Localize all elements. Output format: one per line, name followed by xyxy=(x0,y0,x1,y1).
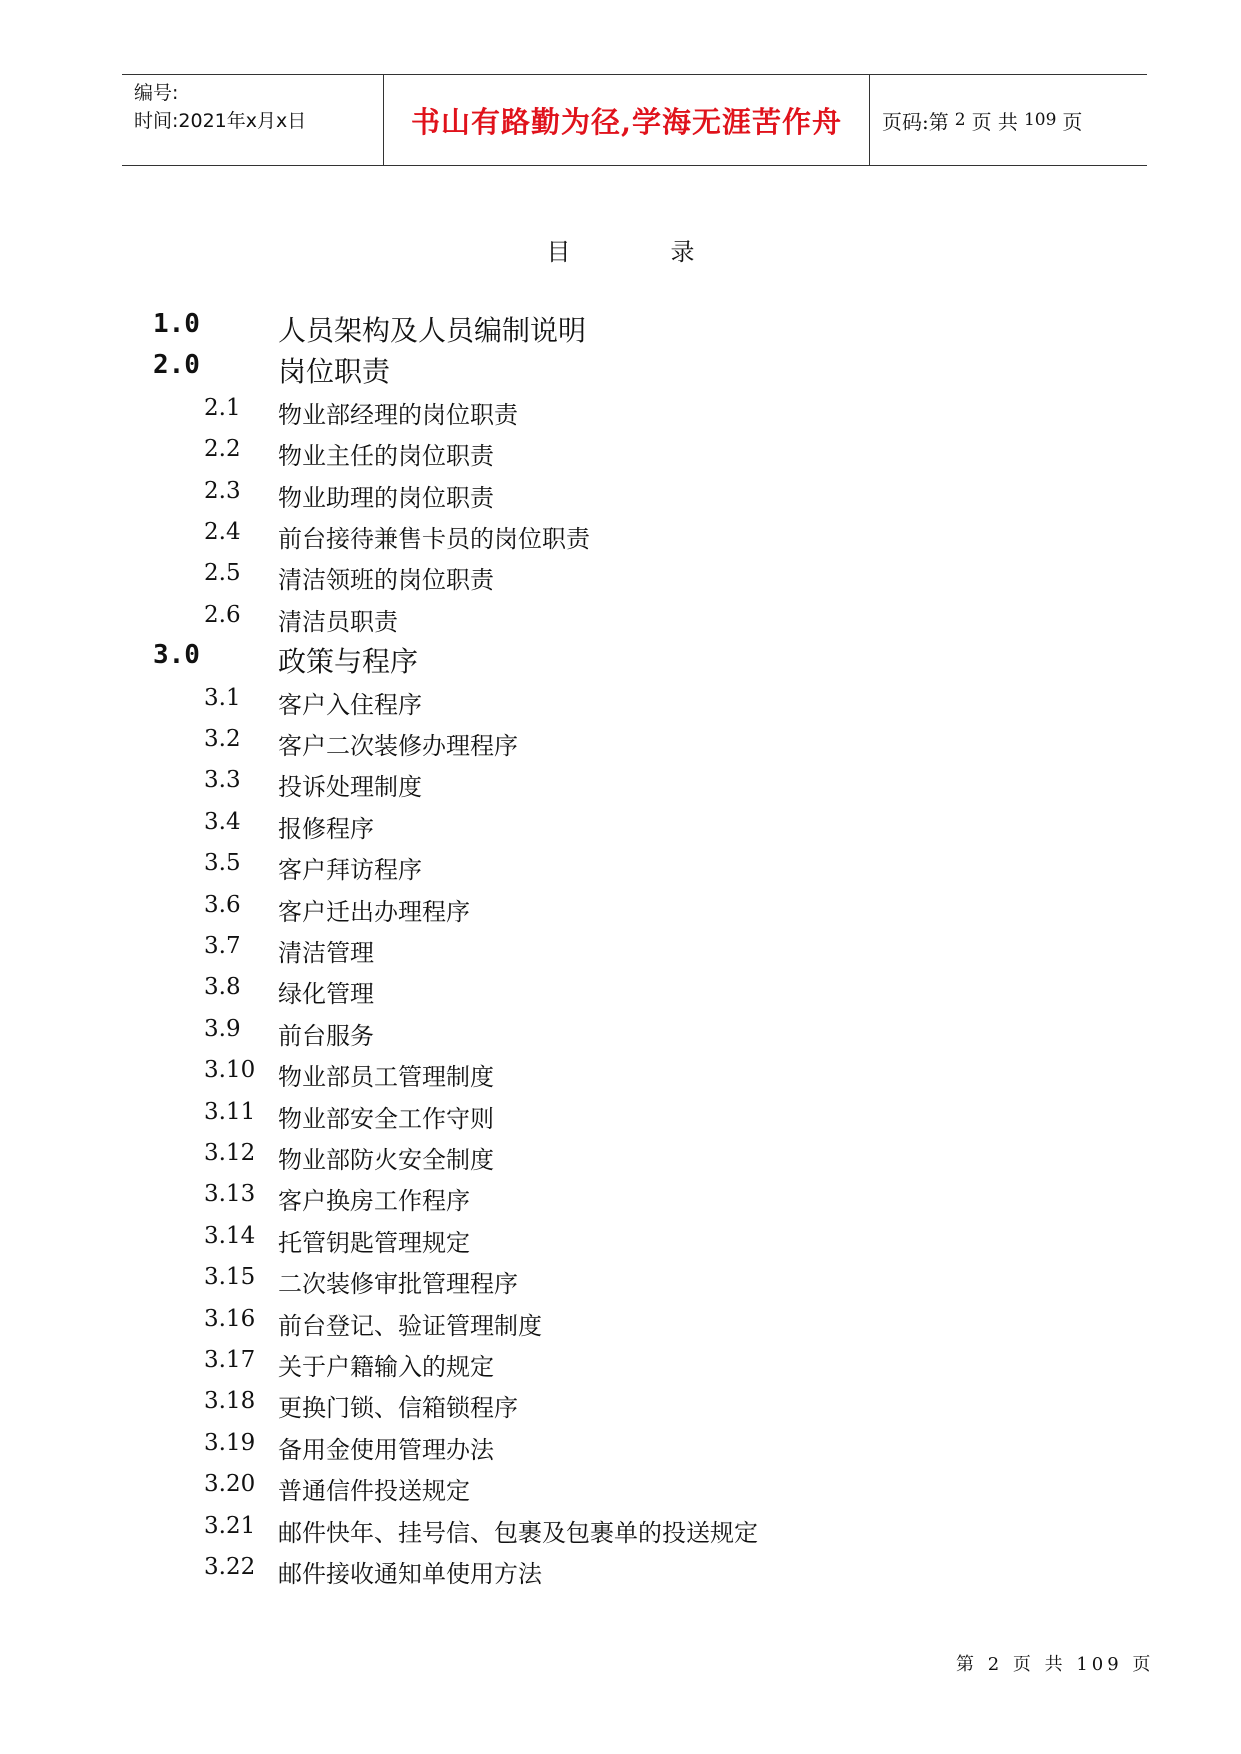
toc-entry-number: 3.2 xyxy=(204,726,241,752)
toc-entry-number: 3.14 xyxy=(204,1222,256,1249)
toc-entry-title: 岗位职责 xyxy=(278,355,391,389)
toc-entry-title: 客户换房工作程序 xyxy=(278,1187,470,1216)
toc-entry-number: 3.4 xyxy=(204,808,241,835)
toc-entry-number: 3.10 xyxy=(204,1057,256,1084)
toc-entry-title: 前台服务 xyxy=(278,1021,374,1050)
toc-entry-title: 报修程序 xyxy=(278,814,374,843)
toc-entry-number: 3.11 xyxy=(204,1098,256,1125)
toc-entry-number: 3.20 xyxy=(204,1471,256,1498)
toc-entry-title: 物业部经理的岗位职责 xyxy=(278,400,518,429)
toc-entry-title: 前台登记、验证管理制度 xyxy=(278,1311,542,1340)
toc-entry-title: 普通信件投送规定 xyxy=(278,1477,470,1506)
toc-entry-title: 政策与程序 xyxy=(278,645,419,679)
toc-entry-title: 前台接待兼售卡员的岗位职责 xyxy=(278,525,590,553)
toc-entry-number: 3.18 xyxy=(204,1388,256,1415)
page-footer: 第 2 页 共 109 页 xyxy=(956,1654,1155,1675)
toc-entry-title: 清洁领班的岗位职责 xyxy=(278,566,494,595)
toc-entry-number: 3.19 xyxy=(204,1429,256,1456)
toc-entry-title: 客户拜访程序 xyxy=(278,856,422,885)
toc-entry-number: 3.12 xyxy=(204,1140,256,1166)
toc-entry-title: 物业部员工管理制度 xyxy=(278,1063,494,1092)
toc-entry-title: 物业部安全工作守则 xyxy=(278,1104,494,1133)
toc-entry-number: 2.4 xyxy=(204,519,241,545)
toc-entry-number: 1.0 xyxy=(153,309,200,339)
toc-entry-number: 3.5 xyxy=(204,850,241,877)
toc-entry-number: 3.15 xyxy=(204,1264,256,1291)
toc-entry-number: 3.13 xyxy=(204,1181,256,1208)
toc-entry-number: 3.0 xyxy=(153,640,200,671)
toc-entry-title: 备用金使用管理办法 xyxy=(278,1435,494,1464)
toc-entry-number: 3.3 xyxy=(204,767,241,794)
toc-entry-title: 物业主任的岗位职责 xyxy=(278,442,494,471)
toc-entry-number: 3.17 xyxy=(204,1347,256,1373)
toc-entry-title: 关于户籍输入的规定 xyxy=(278,1353,494,1381)
page-total: 109 xyxy=(1023,110,1057,130)
toc-entry-number: 2.3 xyxy=(204,477,241,504)
toc-title-left: 目 xyxy=(546,238,571,266)
toc-entry-number: 3.7 xyxy=(204,933,241,959)
toc-entry-number: 2.1 xyxy=(204,394,241,421)
toc-entry-title: 二次装修审批管理程序 xyxy=(278,1270,518,1299)
toc-entry-title: 客户入住程序 xyxy=(278,690,422,719)
page-suffix: 页 xyxy=(1062,109,1083,134)
toc-entry-title: 邮件快年、挂号信、包裹及包裹单的投送规定 xyxy=(278,1518,758,1547)
toc-entry-title: 清洁员职责 xyxy=(278,607,398,636)
toc-entry-title: 绿化管理 xyxy=(278,980,374,1009)
toc-entry-number: 3.6 xyxy=(204,891,241,918)
toc-entry-title: 客户二次装修办理程序 xyxy=(278,732,518,760)
toc-entry-title: 更换门锁、信箱锁程序 xyxy=(278,1394,518,1423)
toc-entry-title: 客户迁出办理程序 xyxy=(278,897,470,926)
toc-entry-title: 物业部防火安全制度 xyxy=(278,1146,494,1174)
time-label: 时间:2021年x月x日 xyxy=(134,110,307,132)
toc-entry-number: 3.8 xyxy=(204,974,241,1001)
toc-title-right: 录 xyxy=(670,238,695,266)
toc-entry-number: 2.2 xyxy=(204,436,241,463)
toc-entry-number: 3.9 xyxy=(204,1015,241,1042)
toc-entry-number: 3.21 xyxy=(204,1512,256,1539)
toc-entry-title: 投诉处理制度 xyxy=(278,773,422,802)
toc-entry-number: 2.0 xyxy=(153,350,200,381)
toc-entry-number: 3.22 xyxy=(204,1554,256,1580)
toc-entry-number: 2.6 xyxy=(204,601,241,628)
page-prefix: 页码:第 xyxy=(882,109,949,134)
page-current: 2 xyxy=(954,110,966,130)
toc-entry-number: 3.1 xyxy=(204,684,241,711)
toc-entry-title: 清洁管理 xyxy=(278,939,374,967)
toc-entry-title: 物业助理的岗位职责 xyxy=(278,483,494,512)
header-motto: 书山有路勤为径,学海无涯苦作舟 xyxy=(384,75,870,165)
toc-entry-title: 人员架构及人员编制说明 xyxy=(278,314,587,347)
serial-label: 编号: xyxy=(134,82,179,104)
toc-entry-number: 3.16 xyxy=(204,1305,256,1332)
toc-entry-number: 2.5 xyxy=(204,560,241,587)
toc-entry-title: 托管钥匙管理规定 xyxy=(278,1228,470,1257)
toc-entry-title: 邮件接收通知单使用方法 xyxy=(278,1560,542,1588)
page-mid: 页 共 xyxy=(971,109,1018,134)
